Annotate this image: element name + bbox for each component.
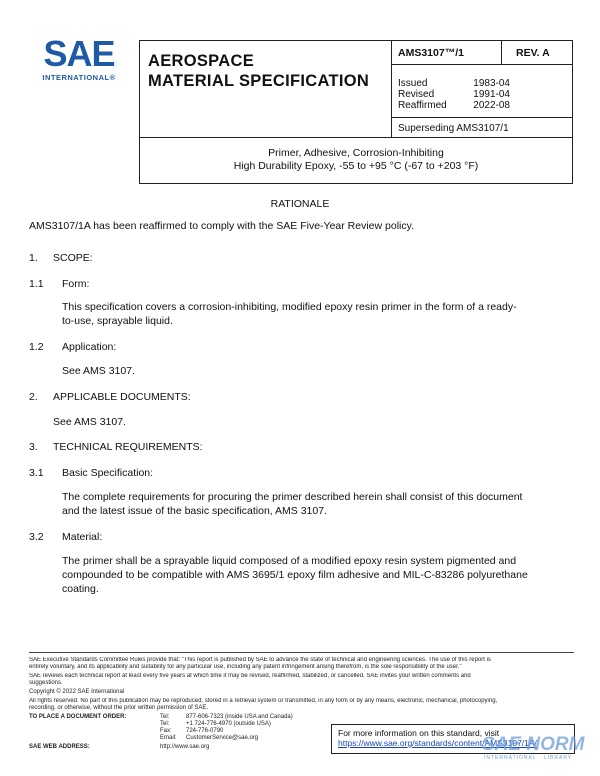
section-number: 3.1: [29, 467, 44, 479]
form-text-line2: to-use, sprayable liquid.: [62, 315, 173, 327]
rights-line2: recording, or otherwise, without the prior written permission of SAE.: [29, 705, 209, 711]
basic-spec-text-line2: and the latest issue of the basic specification, AMS 3107.: [62, 505, 327, 517]
rationale-text: AMS3107/1A has been reaffirmed to comply with the SAE Five-Year Review policy.: [29, 220, 414, 232]
spec-type-line1: AEROSPACE: [148, 52, 254, 70]
material-text-line1: The primer shall be a sprayable liquid composed of a modified epoxy resin system pigmented and: [62, 555, 517, 567]
date-label: Revised: [398, 89, 435, 100]
section-title-material: Material:: [62, 531, 103, 543]
application-text: See AMS 3107.: [62, 365, 135, 377]
spec-header: [139, 40, 573, 138]
web-address-label: SAE WEB ADDRESS:: [29, 744, 90, 750]
section-title-form: Form:: [62, 278, 90, 290]
subject-line2: High Durability Epoxy, -55 to +95 °C (-67 to +203 °F): [233, 160, 479, 172]
contact-label: Tel:: [160, 721, 170, 727]
document-number: AMS3107™/1: [392, 41, 502, 65]
spec-type-line2: MATERIAL SPECIFICATION: [148, 72, 370, 90]
rules-line1: SAE Executive Standards Committee Rules provide that: "This report is published by SAE to advance the state of technical and engineering sciences. The use of this report is: [29, 657, 491, 663]
section-number: 1.: [29, 252, 38, 264]
contact-value: 724-776-0790: [186, 728, 224, 734]
basic-spec-text-line1: The complete requirements for procuring the primer described herein shall consist of this document: [62, 491, 523, 503]
rights-line1: All rights reserved. No part of this publication may be reproduced, stored in a retrieval system or transmitted, in any form or by any means, electronic, mechanical, photocopying,: [29, 698, 498, 704]
section-number: 1.2: [29, 341, 44, 353]
review-line1: SAE reviews each technical report at least every five years at which time it may be revised, reaffirmed, stabilized, or cancelled. SAE invites your written comments and: [29, 673, 471, 679]
more-info-text: For more information on this standard, visit: [338, 728, 500, 738]
section-number: 3.2: [29, 531, 44, 543]
section-title-basic-specification: Basic Specification:: [62, 467, 154, 479]
material-text-line2: compounded to be compatible with AMS 3695/1 epoxy film adhesive and MIL-C-83286 polyurethane: [62, 569, 528, 581]
contact-label: Tel:: [160, 714, 170, 720]
rules-line2: entirely voluntary, and its applicability and suitability for any particular use, including any patent infringement arising therefrom, is the sole responsibility of the user.": [29, 664, 462, 670]
review-line2: suggestions.: [29, 680, 63, 686]
revision-label: REV. A: [502, 41, 573, 65]
material-text-line3: coating.: [62, 583, 99, 595]
watermark-subtext: INTERNATIONAL · LIBRARY: [484, 755, 573, 761]
contact-label: Email:: [160, 735, 177, 741]
rationale-heading: RATIONALE: [270, 198, 330, 210]
contact-value: 877-606-7323 (inside USA and Canada): [186, 714, 293, 720]
contact-label: Fax:: [160, 728, 172, 734]
footer-divider: [29, 652, 574, 653]
contact-email[interactable]: CustomerService@sae.org: [186, 735, 259, 741]
spec-type-cell: [140, 41, 392, 138]
applicable-documents-text: See AMS 3107.: [53, 416, 126, 428]
header-divider: [392, 117, 573, 118]
watermark-text: SAE NORM: [482, 734, 585, 755]
date-value: 2022-08: [473, 100, 510, 111]
logo-subtitle: INTERNATIONAL®: [42, 73, 116, 82]
date-row-revised: [398, 89, 510, 100]
logo-brand: SAE: [43, 33, 115, 74]
date-block: [398, 78, 510, 111]
order-label: TO PLACE A DOCUMENT ORDER:: [29, 714, 127, 720]
section-title-scope: SCOPE:: [53, 252, 93, 264]
sae-logo: [38, 33, 120, 86]
subject-box: [139, 138, 573, 184]
date-value: 1983-04: [473, 78, 510, 89]
section-number: 3.: [29, 441, 38, 453]
date-value: 1991-04: [473, 89, 510, 100]
section-title-technical-requirements: TECHNICAL REQUIREMENTS:: [53, 441, 203, 453]
section-title-application: Application:: [62, 341, 117, 353]
subject-line1: Primer, Adhesive, Corrosion-Inhibiting: [268, 147, 444, 159]
superseding-note: Superseding AMS3107/1: [398, 123, 509, 134]
date-row-issued: [398, 78, 510, 89]
date-label: Issued: [398, 78, 428, 89]
date-row-reaffirmed: [398, 100, 510, 111]
standard-url-link[interactable]: https://www.sae.org/standards/content/AMS3107/1A/: [338, 738, 537, 748]
section-title-applicable-documents: APPLICABLE DOCUMENTS:: [53, 391, 191, 403]
contact-value: +1 724-776-4970 (outside USA): [186, 721, 271, 727]
date-label: Reaffirmed: [398, 100, 447, 111]
web-address-link[interactable]: http://www.sae.org: [160, 744, 210, 750]
section-number: 2.: [29, 391, 38, 403]
form-text-line1: This specification covers a corrosion-inhibiting, modified epoxy resin primer in the form of a ready-: [62, 301, 517, 313]
copyright-line: Copyright © 2022 SAE International: [29, 689, 125, 695]
section-number: 1.1: [29, 278, 44, 290]
